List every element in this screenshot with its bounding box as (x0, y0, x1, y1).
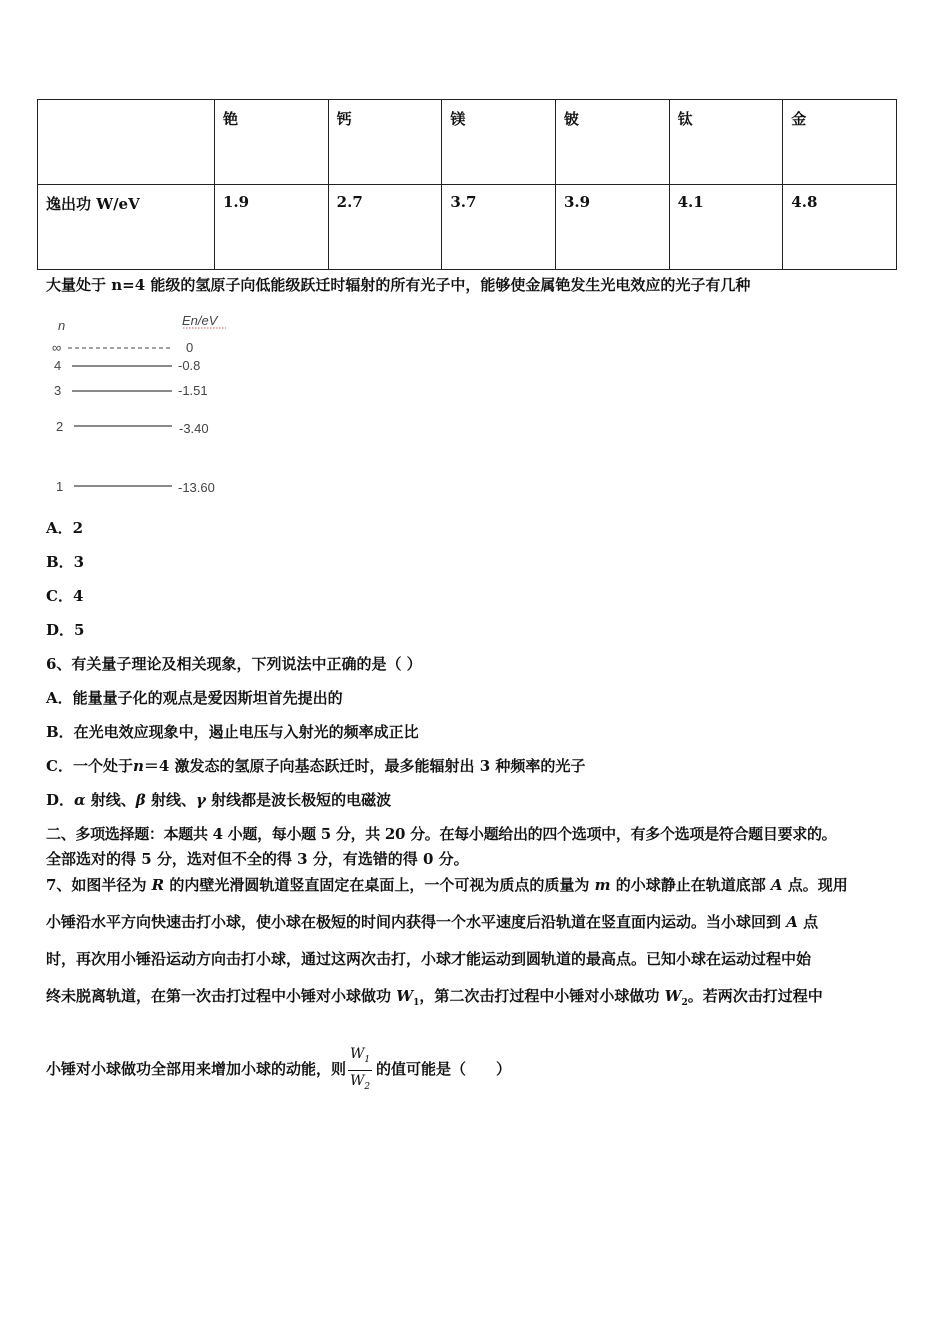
table-cell: 3.9 (555, 185, 669, 270)
level-label-1: 1 (56, 479, 64, 494)
q5-option-a: A．2 (46, 519, 84, 537)
q7-l5b: 的值可能是（ ） (376, 1060, 512, 1078)
frac-W1-sub: 1 (364, 1054, 371, 1065)
q6-d-gamma: γ (196, 791, 206, 809)
q7-W1-sub: 1 (413, 998, 420, 1008)
level-label-4: 4 (54, 358, 62, 373)
fraction-numerator (350, 1046, 370, 1065)
table-cell: 1.9 (215, 185, 329, 270)
q6-d-m2: 射线、 (145, 791, 196, 809)
section-2-line-1: 二、多项选择题：本题共 4 小题，每小题 5 分，共 20 分。在每小题给出的四个选项中，有多个选项是符合题目要求的。 (46, 825, 837, 843)
q7-l4c: 。若两次击打过程中 (687, 987, 823, 1005)
q7-W2: W (664, 987, 682, 1005)
level-energy-2: -3.40 (179, 421, 209, 436)
question-5-stem: 大量处于 n=4 能级的氢原子向低能级跃迁时辐射的所有光子中，能够使金属铯发生光电效应的光子有几种 (46, 276, 751, 294)
table-header-cell: 金 (783, 100, 897, 185)
q7-l1b: 的内壁光滑圆轨道竖直固定在桌面上，一个可视为质点的质量为 (164, 876, 595, 894)
table-header-row (38, 100, 897, 185)
q6-option-b: B．在光电效应现象中，遏止电压与入射光的频率成正比 (46, 723, 419, 741)
q6-d-post: 射线都是波长极短的电磁波 (205, 791, 392, 809)
level-label-3: 3 (54, 383, 62, 398)
table-header-cell: 镁 (442, 100, 556, 185)
level-energy-1: -13.60 (178, 480, 215, 495)
frac-W2: W (350, 1073, 365, 1089)
table-cell: 2.7 (328, 185, 442, 270)
q7-m: m (594, 876, 611, 894)
level-energy-3: -1.51 (178, 383, 208, 398)
fraction-denominator (350, 1073, 370, 1092)
q7-l5a: 小锤对小球做功全部用来增加小球的动能，则 (46, 1060, 347, 1078)
fraction-bar (348, 1070, 372, 1071)
work-function-table (37, 99, 897, 270)
table-corner-cell (38, 100, 215, 185)
q6-d-beta: β (135, 791, 146, 809)
q7-line-5 (46, 1046, 511, 1094)
q7-A1: A (770, 876, 783, 894)
q7-line-1 (46, 874, 848, 895)
table-header-cell: 钛 (669, 100, 783, 185)
frac-W1: W (350, 1046, 365, 1062)
level-label-inf: ∞ (52, 340, 62, 355)
q7-l4b: ，第二次击打过程中小锤对小球做功 (419, 987, 665, 1005)
q7-l2a: 小锤沿水平方向快速击打小球，使小球在极短的时间内获得一个水平速度后沿轨道在竖直面内运动。当小球回到 (46, 913, 787, 931)
level-label-2: 2 (56, 419, 64, 434)
q6-d-pre: D． (46, 791, 75, 809)
q6-d-alpha: α (74, 791, 86, 809)
q7-l1c: 的小球静止在轨道底部 (610, 876, 771, 894)
level-energy-inf: 0 (186, 340, 194, 355)
energy-level-diagram (40, 310, 240, 500)
q6-option-d (46, 789, 391, 810)
q7-l2b: 点 (797, 913, 819, 931)
q5-option-d: D．5 (46, 621, 85, 639)
q7-line-3: 时，再次用小锤沿运动方向击打小球，通过这两次击打，小球才能运动到圆轨道的最高点。已知小球在运动过程中始 (46, 950, 812, 968)
section-2-line-2: 全部选对的得 5 分，选对但不全的得 3 分，有选错的得 0 分。 (46, 850, 469, 868)
q7-line-4 (46, 985, 823, 1008)
q7-W2-sub: 2 (681, 998, 688, 1008)
table-header-cell: 铍 (555, 100, 669, 185)
q7-W1: W (396, 987, 414, 1005)
q6-option-c (46, 755, 585, 776)
table-row (38, 185, 897, 270)
q7-l1d: 点。现用 (782, 876, 848, 894)
q6-c-n: n (132, 757, 144, 775)
q7-R: R (151, 876, 165, 894)
q7-A2: A (786, 913, 798, 931)
table-row-label: 逸出功 W/eV (38, 185, 215, 270)
q5-option-b: B．3 (46, 553, 85, 571)
table-header-cell: 铯 (215, 100, 329, 185)
table-cell: 4.8 (783, 185, 897, 270)
diagram-energy-label: En/eV (182, 313, 218, 328)
fraction-w1-over-w2 (348, 1046, 374, 1094)
q7-l4a: 终未脱离轨道，在第一次击打过程中小锤对小球做功 (46, 987, 397, 1005)
table-cell: 4.1 (669, 185, 783, 270)
level-energy-4: -0.8 (178, 358, 201, 373)
frac-W2-sub: 2 (364, 1081, 371, 1092)
q6-c-post: ＝4 激发态的氢原子向基态跃迁时，最多能辐射出 3 种频率的光子 (143, 757, 586, 775)
q7-l1a: 7、如图半径为 (46, 876, 152, 894)
table-cell: 3.7 (442, 185, 556, 270)
q6-option-a: A．能量量子化的观点是爱因斯坦首先提出的 (46, 689, 343, 707)
q6-d-m1: 射线、 (85, 791, 136, 809)
q6-c-pre: C．一个处于 (46, 757, 133, 775)
q7-line-2 (46, 911, 818, 932)
table-header-cell: 钙 (328, 100, 442, 185)
diagram-n-label: n (58, 318, 66, 333)
question-6-stem: 6、有关量子理论及相关现象，下列说法中正确的是（ ） (46, 655, 422, 673)
q5-option-c: C．4 (46, 587, 84, 605)
